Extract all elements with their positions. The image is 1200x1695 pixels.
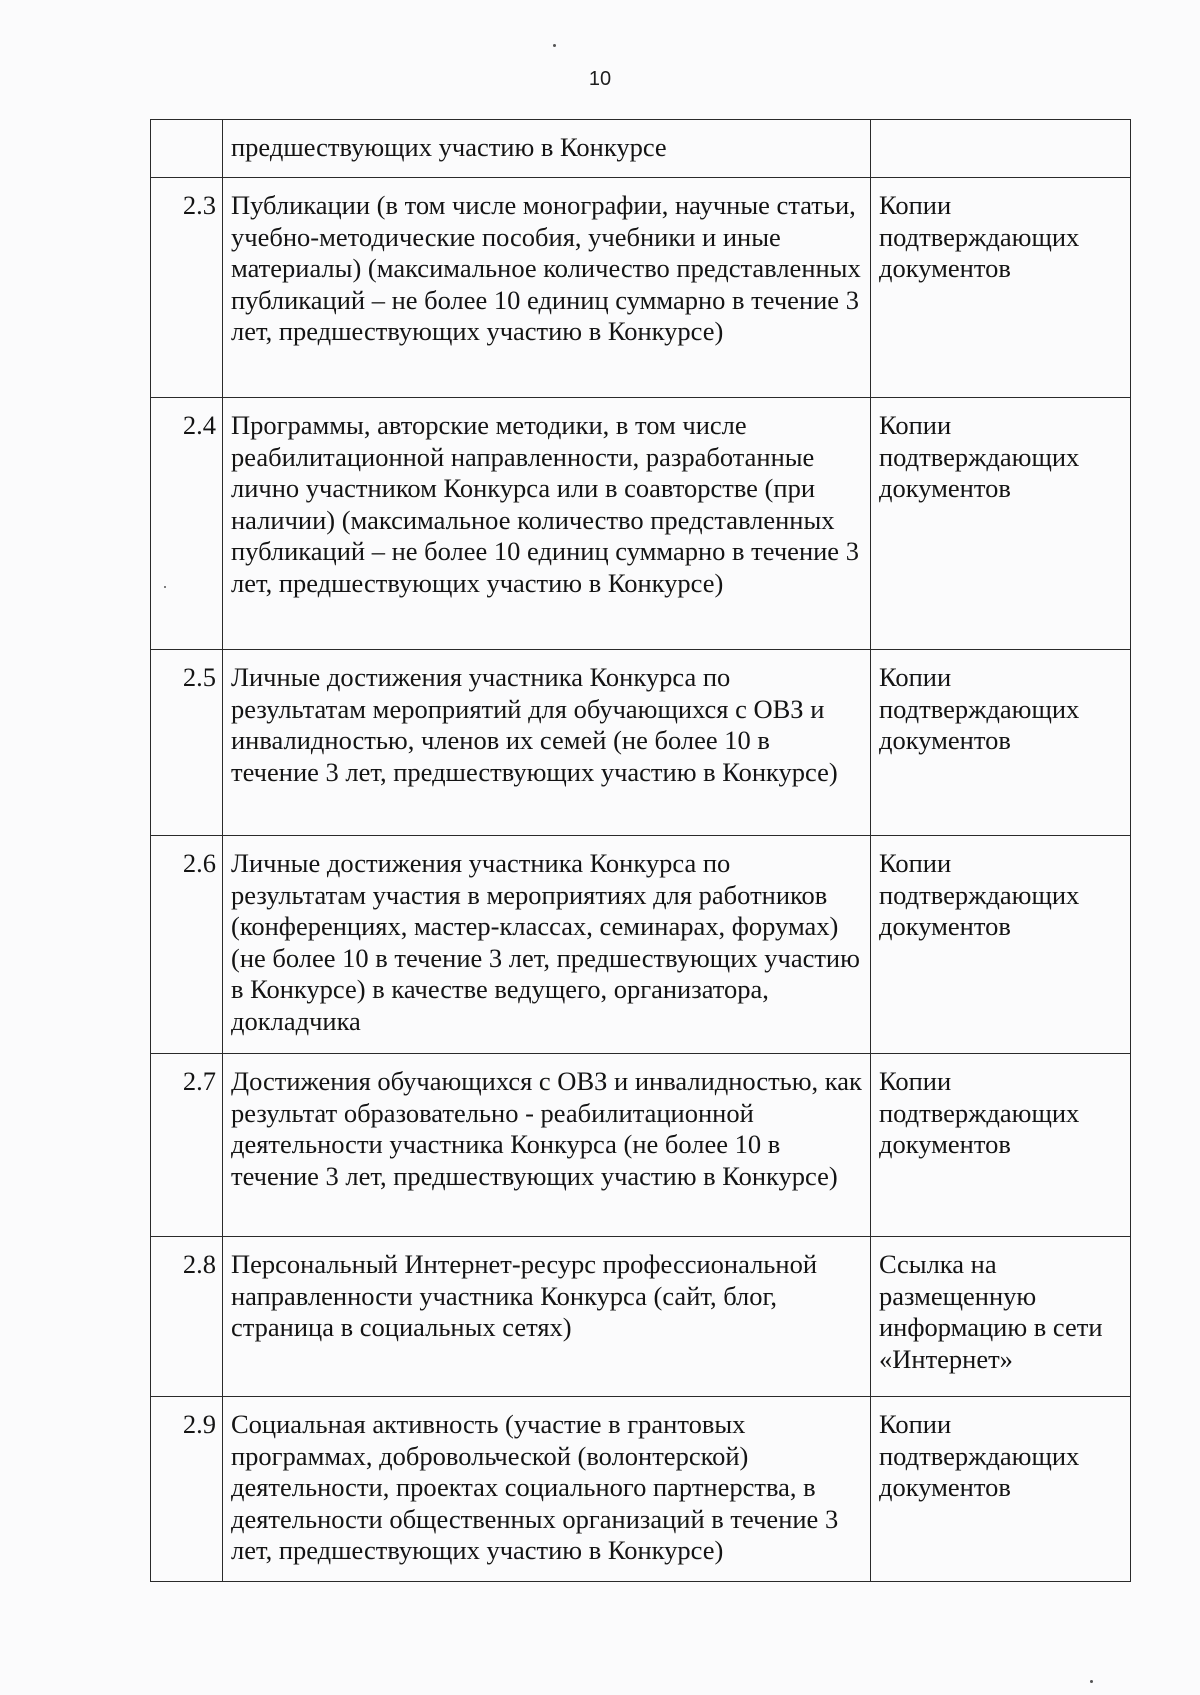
requirements-table	[150, 119, 1131, 1582]
row-documents: Копии подтверждающих документов	[871, 178, 1131, 398]
table-row	[151, 1237, 1131, 1397]
row-description: Персональный Интернет-ресурс профессиональной направленности участника Конкурса (сайт, блог, страница в социальных сетях)	[223, 1237, 871, 1397]
row-description: Личные достижения участника Конкурса по результатам участия в мероприятиях для работников (конференциях, мастер-классах, семинарах, форумах) (не более 10 в течение 3 лет, предшествующих участию в Конкурсе) в качестве ведущего, организатора, докладчика	[223, 836, 871, 1054]
page-number: 10	[588, 68, 612, 90]
row-documents: Копии подтверждающих документов	[871, 1054, 1131, 1237]
row-number: 2.6	[151, 836, 223, 1054]
table-row	[151, 650, 1131, 836]
row-documents: Ссылка на размещенную информацию в сети «Интернет»	[871, 1237, 1131, 1397]
table-row	[151, 398, 1131, 650]
scan-speck	[553, 44, 556, 47]
scan-speck	[1090, 1680, 1093, 1683]
row-documents: Копии подтверждающих документов	[871, 1397, 1131, 1582]
row-description: предшествующих участию в Конкурсе	[223, 120, 871, 178]
row-documents: Копии подтверждающих документов	[871, 836, 1131, 1054]
row-description: Программы, авторские методики, в том числе реабилитационной направленности, разработанные лично участником Конкурса или в соавторстве (при наличии) (максимальное количество представленных публикаций – не более 10 единиц суммарно в течение 3 лет, предшествующих участию в Конкурсе)	[223, 398, 871, 650]
table-row	[151, 178, 1131, 398]
row-number: 2.4	[151, 398, 223, 650]
row-number: 2.8	[151, 1237, 223, 1397]
row-number: 2.5	[151, 650, 223, 836]
scan-speck	[164, 586, 166, 588]
row-number: 2.3	[151, 178, 223, 398]
row-number	[151, 120, 223, 178]
table-row	[151, 836, 1131, 1054]
row-number: 2.9	[151, 1397, 223, 1582]
table-row	[151, 120, 1131, 178]
row-description: Достижения обучающихся с ОВЗ и инвалидностью, как результат образовательно - реабилитационной деятельности участника Конкурса (не более 10 в течение 3 лет, предшествующих участию в Конкурсе)	[223, 1054, 871, 1237]
row-documents: Копии подтверждающих документов	[871, 650, 1131, 836]
row-documents: Копии подтверждающих документов	[871, 398, 1131, 650]
row-number: 2.7	[151, 1054, 223, 1237]
row-documents	[871, 120, 1131, 178]
table-row	[151, 1397, 1131, 1582]
row-description: Личные достижения участника Конкурса по результатам мероприятий для обучающихся с ОВЗ и инвалидностью, членов их семей (не более 10 в течение 3 лет, предшествующих участию в Конкурсе)	[223, 650, 871, 836]
row-description: Социальная активность (участие в грантовых программах, добровольческой (волонтерской) деятельности, проектах социального партнерства, в деятельности общественных организаций в течение 3 лет, предшествующих участию в Конкурсе)	[223, 1397, 871, 1582]
table-row	[151, 1054, 1131, 1237]
row-description: Публикации (в том числе монографии, научные статьи, учебно-методические пособия, учебники и иные материалы) (максимальное количество представленных публикаций – не более 10 единиц суммарно в течение 3 лет, предшествующих участию в Конкурсе)	[223, 178, 871, 398]
